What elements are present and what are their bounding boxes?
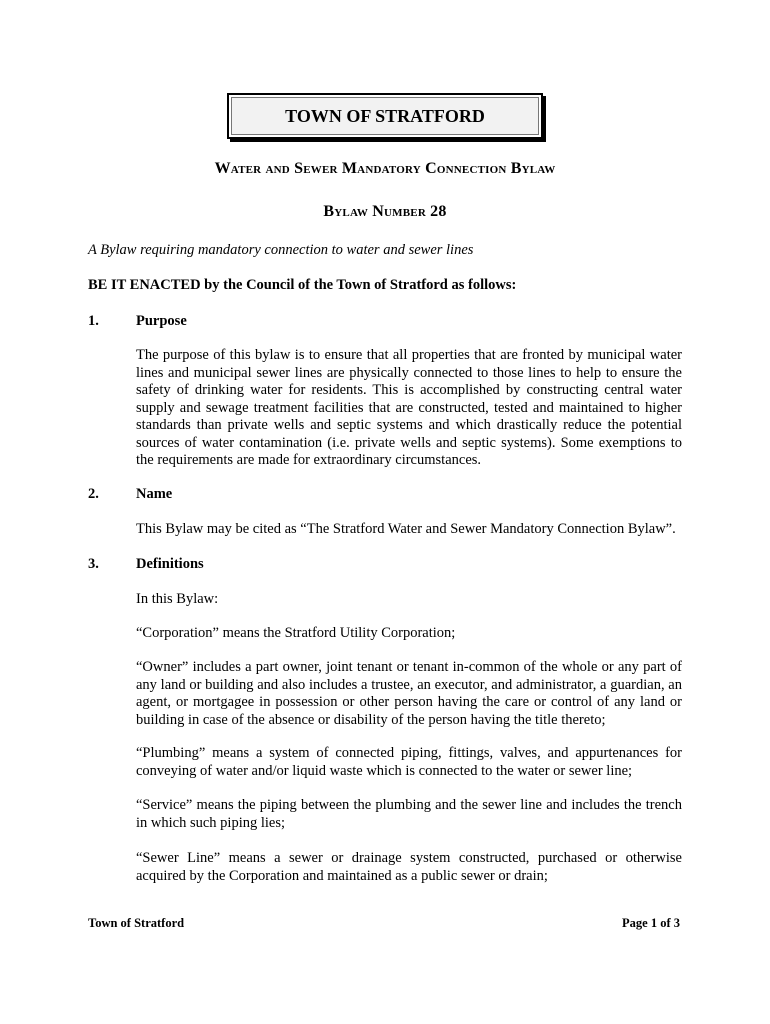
section-title-purpose: Purpose (136, 313, 187, 329)
definition-owner: “Owner” includes a part owner, joint tenant or tenant in-common of the whole or any part of any land or building and also includes a trustee, an executor, and administrator, a guardian, an agent, or mortgagee in possession or other person having the care or control of any land or building in case of the absence or disability of the person having the title thereto; (136, 659, 682, 728)
definitions-intro: In this Bylaw: (136, 591, 219, 607)
bylaw-title: Water and Sewer Mandatory Connection Bylaw (214, 160, 556, 177)
definition-sewer-line: “Sewer Line” means a sewer or drainage system constructed, purchased or otherwise acquired by the Corporation and maintained as a public sewer or drain; (136, 850, 682, 884)
bylaw-number: Bylaw Number 28 (323, 203, 447, 220)
section-title-name: Name (136, 486, 173, 502)
enactment-clause: BE IT ENACTED by the Council of the Town of Stratford as follows: (88, 277, 517, 293)
name-paragraph: This Bylaw may be cited as “The Stratford Water and Sewer Mandatory Connection Bylaw”. (136, 521, 676, 537)
section-number: 2. (88, 486, 99, 502)
definition-corporation: “Corporation” means the Stratford Utility Corporation; (136, 625, 456, 641)
section-number: 1. (88, 313, 99, 329)
section-number: 3. (88, 556, 99, 572)
definition-service: “Service” means the piping between the plumbing and the sewer line and includes the trench in which such piping lies; (136, 797, 682, 831)
footer-page-number: Page 1 of 3 (622, 916, 680, 930)
bylaw-summary: A Bylaw requiring mandatory connection to water and sewer lines (88, 242, 474, 258)
footer-town: Town of Stratford (88, 916, 185, 930)
town-title-box (227, 93, 543, 139)
section-title-definitions: Definitions (136, 556, 204, 572)
purpose-paragraph: The purpose of this bylaw is to ensure that all properties that are fronted by municipal water lines and municipal sewer lines are physically connected to those lines to help to ensure the safety of drinking water for residents. This is accomplished by constructing central water supply and sewage treatment facilities that are constructed, tested and maintained to higher standards than private wells and septic systems and which drastically reduce the potential sources of water contamination (i.e. private wells and septic systems). Some exemptions to the requirements are made for extraordinary circumstances. (136, 347, 682, 468)
town-title: TOWN OF STRATFORD (285, 105, 485, 126)
definition-plumbing: “Plumbing” means a system of connected piping, fittings, valves, and appurtenances for conveying of water and/or liquid waste which is connected to the water or sewer line; (136, 745, 682, 779)
